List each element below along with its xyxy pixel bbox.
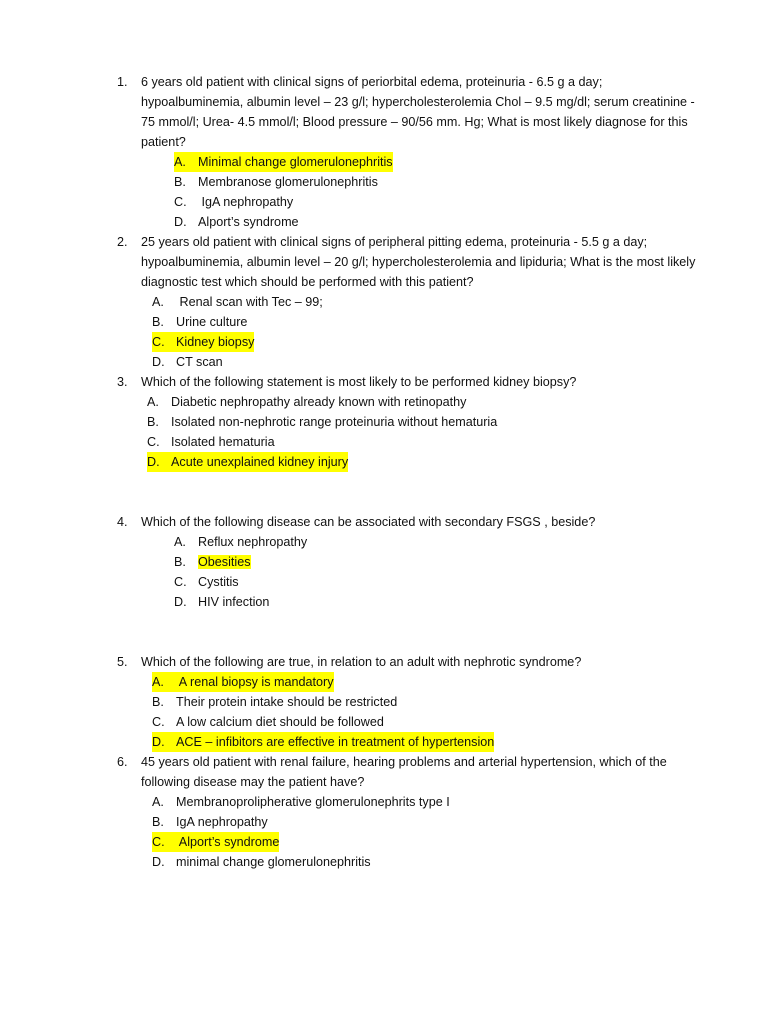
option-text: Minimal change glomerulonephritis bbox=[198, 155, 393, 169]
option-d bbox=[0, 212, 768, 232]
option-text: Reflux nephropathy bbox=[198, 535, 308, 549]
option-c bbox=[0, 572, 768, 592]
option-letter: B. bbox=[152, 315, 164, 329]
option-letter: C. bbox=[174, 195, 187, 209]
option-letter: C. bbox=[152, 715, 165, 729]
option-c bbox=[0, 832, 768, 852]
option-text: HIV infection bbox=[198, 595, 270, 609]
option-letter: D. bbox=[152, 355, 165, 369]
question-6 bbox=[0, 752, 768, 872]
option-b bbox=[0, 812, 768, 832]
spacer bbox=[0, 472, 768, 512]
question-2 bbox=[0, 232, 768, 372]
options-list bbox=[0, 292, 768, 372]
question-3 bbox=[0, 372, 768, 472]
option-a bbox=[0, 152, 768, 172]
option-letter: B. bbox=[147, 415, 159, 429]
option-letter: C. bbox=[152, 835, 165, 849]
option-letter: D. bbox=[174, 215, 187, 229]
options-list bbox=[0, 792, 768, 872]
option-text: Cystitis bbox=[198, 575, 239, 589]
option-letter: B. bbox=[152, 695, 164, 709]
spacer bbox=[0, 612, 768, 652]
question-stem: 45 years old patient with renal failure, hearing problems and arterial hypertension, which of the following disease may the patient have? bbox=[141, 755, 667, 789]
question-5 bbox=[0, 652, 768, 752]
question-text bbox=[0, 512, 768, 532]
question-stem: Which of the following disease can be associated with secondary FSGS , beside? bbox=[141, 515, 596, 529]
option-highlight bbox=[152, 832, 279, 852]
question-number: 2. bbox=[117, 235, 128, 249]
question-stem: 25 years old patient with clinical signs of peripheral pitting edema, proteinuria - 5.5 g a day; hypoalbuminemia, albumin level – 20 g/l; hypercholesterolemia and lipiduria; What is the most likely diagnostic test which should be performed with this patient? bbox=[141, 235, 696, 289]
option-letter: A. bbox=[174, 155, 186, 169]
option-text: Isolated non-nephrotic range proteinuria without hematuria bbox=[171, 415, 498, 429]
options-list bbox=[0, 532, 768, 612]
option-text: Acute unexplained kidney injury bbox=[171, 455, 349, 469]
option-letter: A. bbox=[152, 675, 164, 689]
option-text: Diabetic nephropathy already known with retinopathy bbox=[171, 395, 467, 409]
option-a bbox=[0, 792, 768, 812]
option-a bbox=[0, 392, 768, 412]
option-text: A renal biopsy is mandatory bbox=[176, 675, 334, 689]
option-c bbox=[0, 712, 768, 732]
option-text: A low calcium diet should be followed bbox=[176, 715, 384, 729]
option-b bbox=[0, 412, 768, 432]
option-d bbox=[0, 452, 768, 472]
option-highlight bbox=[152, 732, 494, 752]
option-text: IgA nephropathy bbox=[176, 815, 268, 829]
option-text: minimal change glomerulonephritis bbox=[176, 855, 371, 869]
option-c bbox=[0, 192, 768, 212]
document-page bbox=[0, 72, 768, 872]
option-letter: C. bbox=[152, 335, 165, 349]
question-1 bbox=[0, 72, 768, 232]
option-letter: D. bbox=[174, 595, 187, 609]
question-stem: Which of the following statement is most likely to be performed kidney biopsy? bbox=[141, 375, 577, 389]
option-letter: D. bbox=[152, 735, 165, 749]
option-c bbox=[0, 432, 768, 452]
option-b bbox=[0, 312, 768, 332]
question-number: 1. bbox=[117, 75, 128, 89]
option-letter: A. bbox=[147, 395, 159, 409]
option-letter: B. bbox=[174, 175, 186, 189]
option-highlight bbox=[152, 332, 254, 352]
option-d bbox=[0, 732, 768, 752]
question-text bbox=[0, 652, 768, 672]
option-highlight bbox=[147, 452, 348, 472]
option-b bbox=[0, 552, 768, 572]
option-text: Membranoprolipherative glomerulonephrits type I bbox=[176, 795, 450, 809]
option-text: ACE – infibitors are effective in treatment of hypertension bbox=[176, 735, 495, 749]
question-4 bbox=[0, 512, 768, 612]
option-c bbox=[0, 332, 768, 352]
question-text bbox=[0, 752, 768, 792]
option-letter: A. bbox=[174, 535, 186, 549]
question-number: 4. bbox=[117, 515, 128, 529]
option-a bbox=[0, 292, 768, 312]
option-d bbox=[0, 592, 768, 612]
option-letter: A. bbox=[152, 295, 164, 309]
option-text: Kidney biopsy bbox=[176, 335, 255, 349]
option-letter: D. bbox=[152, 855, 165, 869]
question-number: 6. bbox=[117, 755, 128, 769]
option-text: Alport’s syndrome bbox=[176, 835, 280, 849]
question-text bbox=[0, 372, 768, 392]
option-letter: C. bbox=[147, 435, 160, 449]
question-text bbox=[0, 72, 768, 152]
option-a bbox=[0, 672, 768, 692]
option-d bbox=[0, 352, 768, 372]
option-highlight bbox=[174, 152, 393, 172]
options-list bbox=[0, 672, 768, 752]
option-letter: B. bbox=[152, 815, 164, 829]
option-d bbox=[0, 852, 768, 872]
question-text bbox=[0, 232, 768, 292]
option-text: Membranose glomerulonephritis bbox=[198, 175, 378, 189]
options-list bbox=[0, 152, 768, 232]
question-stem: 6 years old patient with clinical signs of periorbital edema, proteinuria - 6.5 g a day; hypoalbuminemia, albumin level – 23 g/l; hypercholesterolemia Chol – 9.5 mg/dl; serum creatinine - 75 mmol/l; Urea- 4.5 mmol/l; Blood pressure – 90/56 mm. Hg; What is most likely diagnose for this patient? bbox=[141, 75, 695, 149]
option-highlight bbox=[152, 672, 334, 692]
option-letter: D. bbox=[147, 455, 160, 469]
option-a bbox=[0, 532, 768, 552]
options-list bbox=[0, 392, 768, 472]
option-text: Urine culture bbox=[176, 315, 248, 329]
option-letter: C. bbox=[174, 575, 187, 589]
option-text: Obesities bbox=[198, 555, 251, 569]
question-stem: Which of the following are true, in relation to an adult with nephrotic syndrome? bbox=[141, 655, 582, 669]
question-number: 3. bbox=[117, 375, 128, 389]
option-text: Renal scan with Tec – 99; bbox=[176, 295, 323, 309]
option-b bbox=[0, 172, 768, 192]
option-text: IgA nephropathy bbox=[198, 195, 294, 209]
option-letter: B. bbox=[174, 555, 186, 569]
option-letter: A. bbox=[152, 795, 164, 809]
question-number: 5. bbox=[117, 655, 128, 669]
option-text: Their protein intake should be restricted bbox=[176, 695, 398, 709]
option-b bbox=[0, 692, 768, 712]
option-text: Isolated hematuria bbox=[171, 435, 275, 449]
option-text: CT scan bbox=[176, 355, 223, 369]
option-text: Alport’s syndrome bbox=[198, 215, 299, 229]
